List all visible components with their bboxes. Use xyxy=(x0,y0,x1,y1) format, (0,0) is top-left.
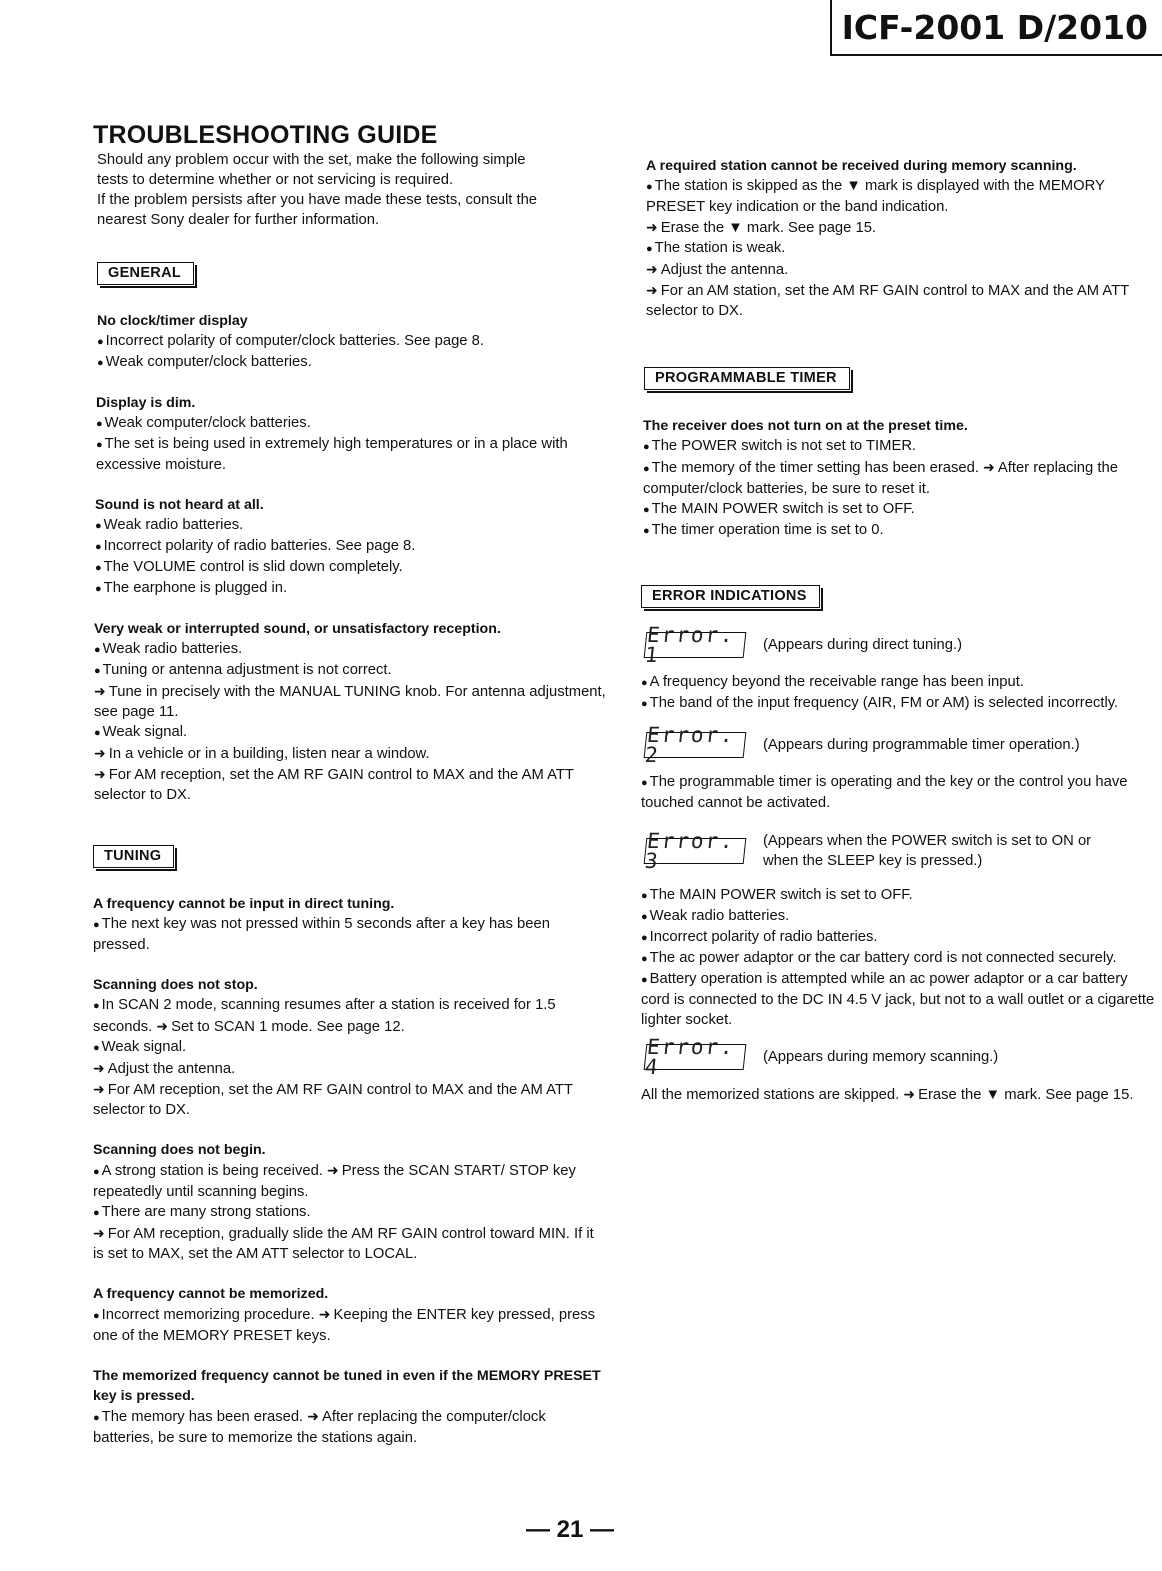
list-item-text: ● A strong station is being received. xyxy=(93,1163,323,1179)
model-header-box xyxy=(830,0,1162,56)
error-caption: (Appears during direct tuning.) xyxy=(763,637,963,653)
list-item-text: ● In SCAN 2 mode, scanning resumes after a station is received for 1.5 seconds. xyxy=(93,997,556,1035)
error-row xyxy=(643,1035,1159,1079)
problem-group xyxy=(97,311,608,373)
list-item: ● A frequency beyond the receivable range has been input. xyxy=(641,672,1159,693)
list-item: ● Incorrect polarity of computer/clock batteries. See page 8. xyxy=(97,331,608,352)
remedy-item: ➜ Tune in precisely with the MANUAL TUNING knob. For antenna adjustment, see page 11. xyxy=(94,681,608,722)
problem-title: No clock/timer display xyxy=(97,313,248,329)
list-item xyxy=(93,1406,608,1448)
list-item: ● The next key was not pressed within 5 seconds after a key has been pressed. xyxy=(93,914,608,955)
list-item xyxy=(93,995,608,1037)
problem-group xyxy=(95,495,608,599)
error-block xyxy=(641,623,1159,714)
page-title: TROUBLESHOOTING GUIDE xyxy=(93,121,438,149)
problem-title: A required station cannot be received during memory scanning. xyxy=(646,158,1077,174)
list-item: ● Weak radio batteries. xyxy=(94,639,608,660)
problem-title: The memorized frequency cannot be tuned in even if the MEMORY PRESET key is pressed. xyxy=(93,1368,601,1404)
problem-group xyxy=(93,975,608,1120)
list-item xyxy=(93,1160,608,1202)
list-item: ● The timer operation time is set to 0. xyxy=(643,520,1159,541)
remedy-item: ➜ Adjust the antenna. xyxy=(93,1058,608,1079)
problem-title: The receiver does not turn on at the preset time. xyxy=(643,418,968,434)
list-item: ● Battery operation is attempted while an ac power adaptor or a car battery cord is connected to the DC IN 4.5 V jack, but not to a wall outlet or a cigarette lighter socket. xyxy=(641,969,1159,1030)
list-item: ● Tuning or antenna adjustment is not correct. xyxy=(94,660,608,681)
list-item: ● The programmable timer is operating and the key or the control you have touched cannot be activated. xyxy=(641,772,1159,813)
error-row xyxy=(643,623,1159,667)
remedy-item: ➜ After replacing the computer/clock batteries, be sure to reset it. xyxy=(643,460,1118,497)
list-item: ● Weak computer/clock batteries. xyxy=(97,352,608,373)
problem-title: A frequency cannot be memorized. xyxy=(93,1286,329,1302)
section-general: GENERAL xyxy=(97,262,194,285)
problem-group xyxy=(93,1140,608,1264)
list-item: ● The set is being used in extremely high temperatures or in a place with excessive moisture. xyxy=(96,434,608,475)
intro-line: Should any problem occur with the set, make the following simple xyxy=(97,152,526,168)
list-item-text: ● The memory of the timer setting has been erased. xyxy=(643,460,979,476)
problem-title: Scanning does not begin. xyxy=(93,1142,266,1158)
error-4-text-part: All the memorized stations are skipped. xyxy=(641,1087,900,1103)
remedy-item: ➜ After replacing the computer/clock batteries, be sure to memorize the stations again. xyxy=(93,1409,546,1446)
list-item: ● Weak radio batteries. xyxy=(95,515,608,536)
list-item: ● Weak signal. xyxy=(93,1037,608,1058)
problem-title: Sound is not heard at all. xyxy=(95,497,264,513)
error-4-display: Error. 4 xyxy=(644,1044,747,1070)
problem-group xyxy=(96,393,608,475)
list-item: ● The MAIN POWER switch is set to OFF. xyxy=(643,499,1159,520)
remedy-item: ➜ For an AM station, set the AM RF GAIN control to MAX and the AM ATT selector to DX. xyxy=(646,280,1159,321)
problem-title: A frequency cannot be input in direct tuning. xyxy=(93,896,395,912)
model-number: ICF-2001 D/2010 xyxy=(841,8,1148,47)
intro-line: nearest Sony dealer for further information. xyxy=(97,212,380,228)
error-2-display: Error. 2 xyxy=(644,732,747,758)
problem-group xyxy=(94,619,608,805)
list-item: ● The station is skipped as the ▼ mark is displayed with the MEMORY PRESET key indication or the band indication. xyxy=(646,176,1159,217)
list-item: ● The earphone is plugged in. xyxy=(95,578,608,599)
error-row xyxy=(643,723,1159,767)
list-item: ● The MAIN POWER switch is set to OFF. xyxy=(641,885,1159,906)
error-1-display: Error. 1 xyxy=(644,632,747,658)
list-item: ● Incorrect polarity of radio batteries. xyxy=(641,927,1159,948)
list-item: ● The ac power adaptor or the car battery cord is not connected securely. xyxy=(641,948,1159,969)
remedy-item: ➜ Erase the ▼ mark. See page 15. xyxy=(646,217,1159,238)
list-item: ● Weak signal. xyxy=(94,722,608,743)
remedy-item: ➜ For AM reception, gradually slide the AM RF GAIN control toward MIN. If it is set to MAX, set the AM ATT selector to LOCAL. xyxy=(93,1223,608,1264)
remedy-item: ➜ Set to SCAN 1 mode. See page 12. xyxy=(156,1019,404,1035)
left-column xyxy=(93,120,608,1448)
list-item: ● The POWER switch is not set to TIMER. xyxy=(643,436,1159,457)
section-tuning: TUNING xyxy=(93,845,174,868)
list-item: ● The VOLUME control is slid down completely. xyxy=(95,557,608,578)
problem-group xyxy=(643,416,1159,541)
list-item: ● Weak computer/clock batteries. xyxy=(96,413,608,434)
error-block xyxy=(641,1035,1159,1105)
list-item xyxy=(643,457,1159,499)
error-caption-line: (Appears when the POWER switch is set to ON or xyxy=(763,833,1092,849)
remedy-item: ➜ Press the SCAN START/ STOP key repeatedly until scanning begins. xyxy=(93,1163,576,1200)
intro-text xyxy=(97,150,608,230)
problem-group xyxy=(646,156,1159,321)
problem-group xyxy=(93,1366,608,1448)
problem-title: Very weak or interrupted sound, or unsatisfactory reception. xyxy=(94,621,501,637)
list-item-text: ● Incorrect memorizing procedure. xyxy=(93,1307,315,1323)
problem-title: Scanning does not stop. xyxy=(93,977,258,993)
error-caption-line: when the SLEEP key is pressed.) xyxy=(763,853,983,869)
error-3-display: Error. 3 xyxy=(644,838,747,864)
problem-group xyxy=(93,1284,608,1346)
remedy-item: ➜ Keeping the ENTER key pressed, press one of the MEMORY PRESET keys. xyxy=(93,1307,595,1344)
remedy-item: ➜ Adjust the antenna. xyxy=(646,259,1159,280)
error-caption: (Appears during programmable timer operation.) xyxy=(763,737,1080,753)
intro-line: tests to determine whether or not servicing is required. xyxy=(97,172,454,188)
remedy-item: ➜ In a vehicle or in a building, listen near a window. xyxy=(94,743,608,764)
list-item: ● The station is weak. xyxy=(646,238,1159,259)
section-error-indications: ERROR INDICATIONS xyxy=(641,585,820,608)
list-item: ● Weak radio batteries. xyxy=(641,906,1159,927)
remedy-item: ➜ Erase the ▼ mark. See page 15. xyxy=(903,1087,1133,1103)
list-item-text: ● The memory has been erased. xyxy=(93,1409,303,1425)
remedy-item: ➜ For AM reception, set the AM RF GAIN control to MAX and the AM ATT selector to DX. xyxy=(93,1079,608,1120)
section-programmable-timer: PROGRAMMABLE TIMER xyxy=(644,367,850,390)
error-4-text xyxy=(641,1084,1159,1105)
error-caption xyxy=(763,831,1091,871)
problem-title: Display is dim. xyxy=(96,395,196,411)
list-item xyxy=(93,1304,608,1346)
list-item: ● There are many strong stations. xyxy=(93,1202,608,1223)
right-column xyxy=(641,156,1159,1105)
problem-group xyxy=(93,894,608,955)
list-item: ● The band of the input frequency (AIR, FM or AM) is selected incorrectly. xyxy=(641,693,1159,714)
list-item: ● Incorrect polarity of radio batteries. See page 8. xyxy=(95,536,608,557)
intro-line: If the problem persists after you have made these tests, consult the xyxy=(97,192,538,208)
error-row xyxy=(645,831,1159,871)
error-block xyxy=(641,831,1159,1030)
error-block xyxy=(641,723,1159,813)
error-caption: (Appears during memory scanning.) xyxy=(763,1049,999,1065)
remedy-item: ➜ For AM reception, set the AM RF GAIN control to MAX and the AM ATT selector to DX. xyxy=(94,764,608,805)
page-number: — 21 — xyxy=(526,1516,615,1543)
